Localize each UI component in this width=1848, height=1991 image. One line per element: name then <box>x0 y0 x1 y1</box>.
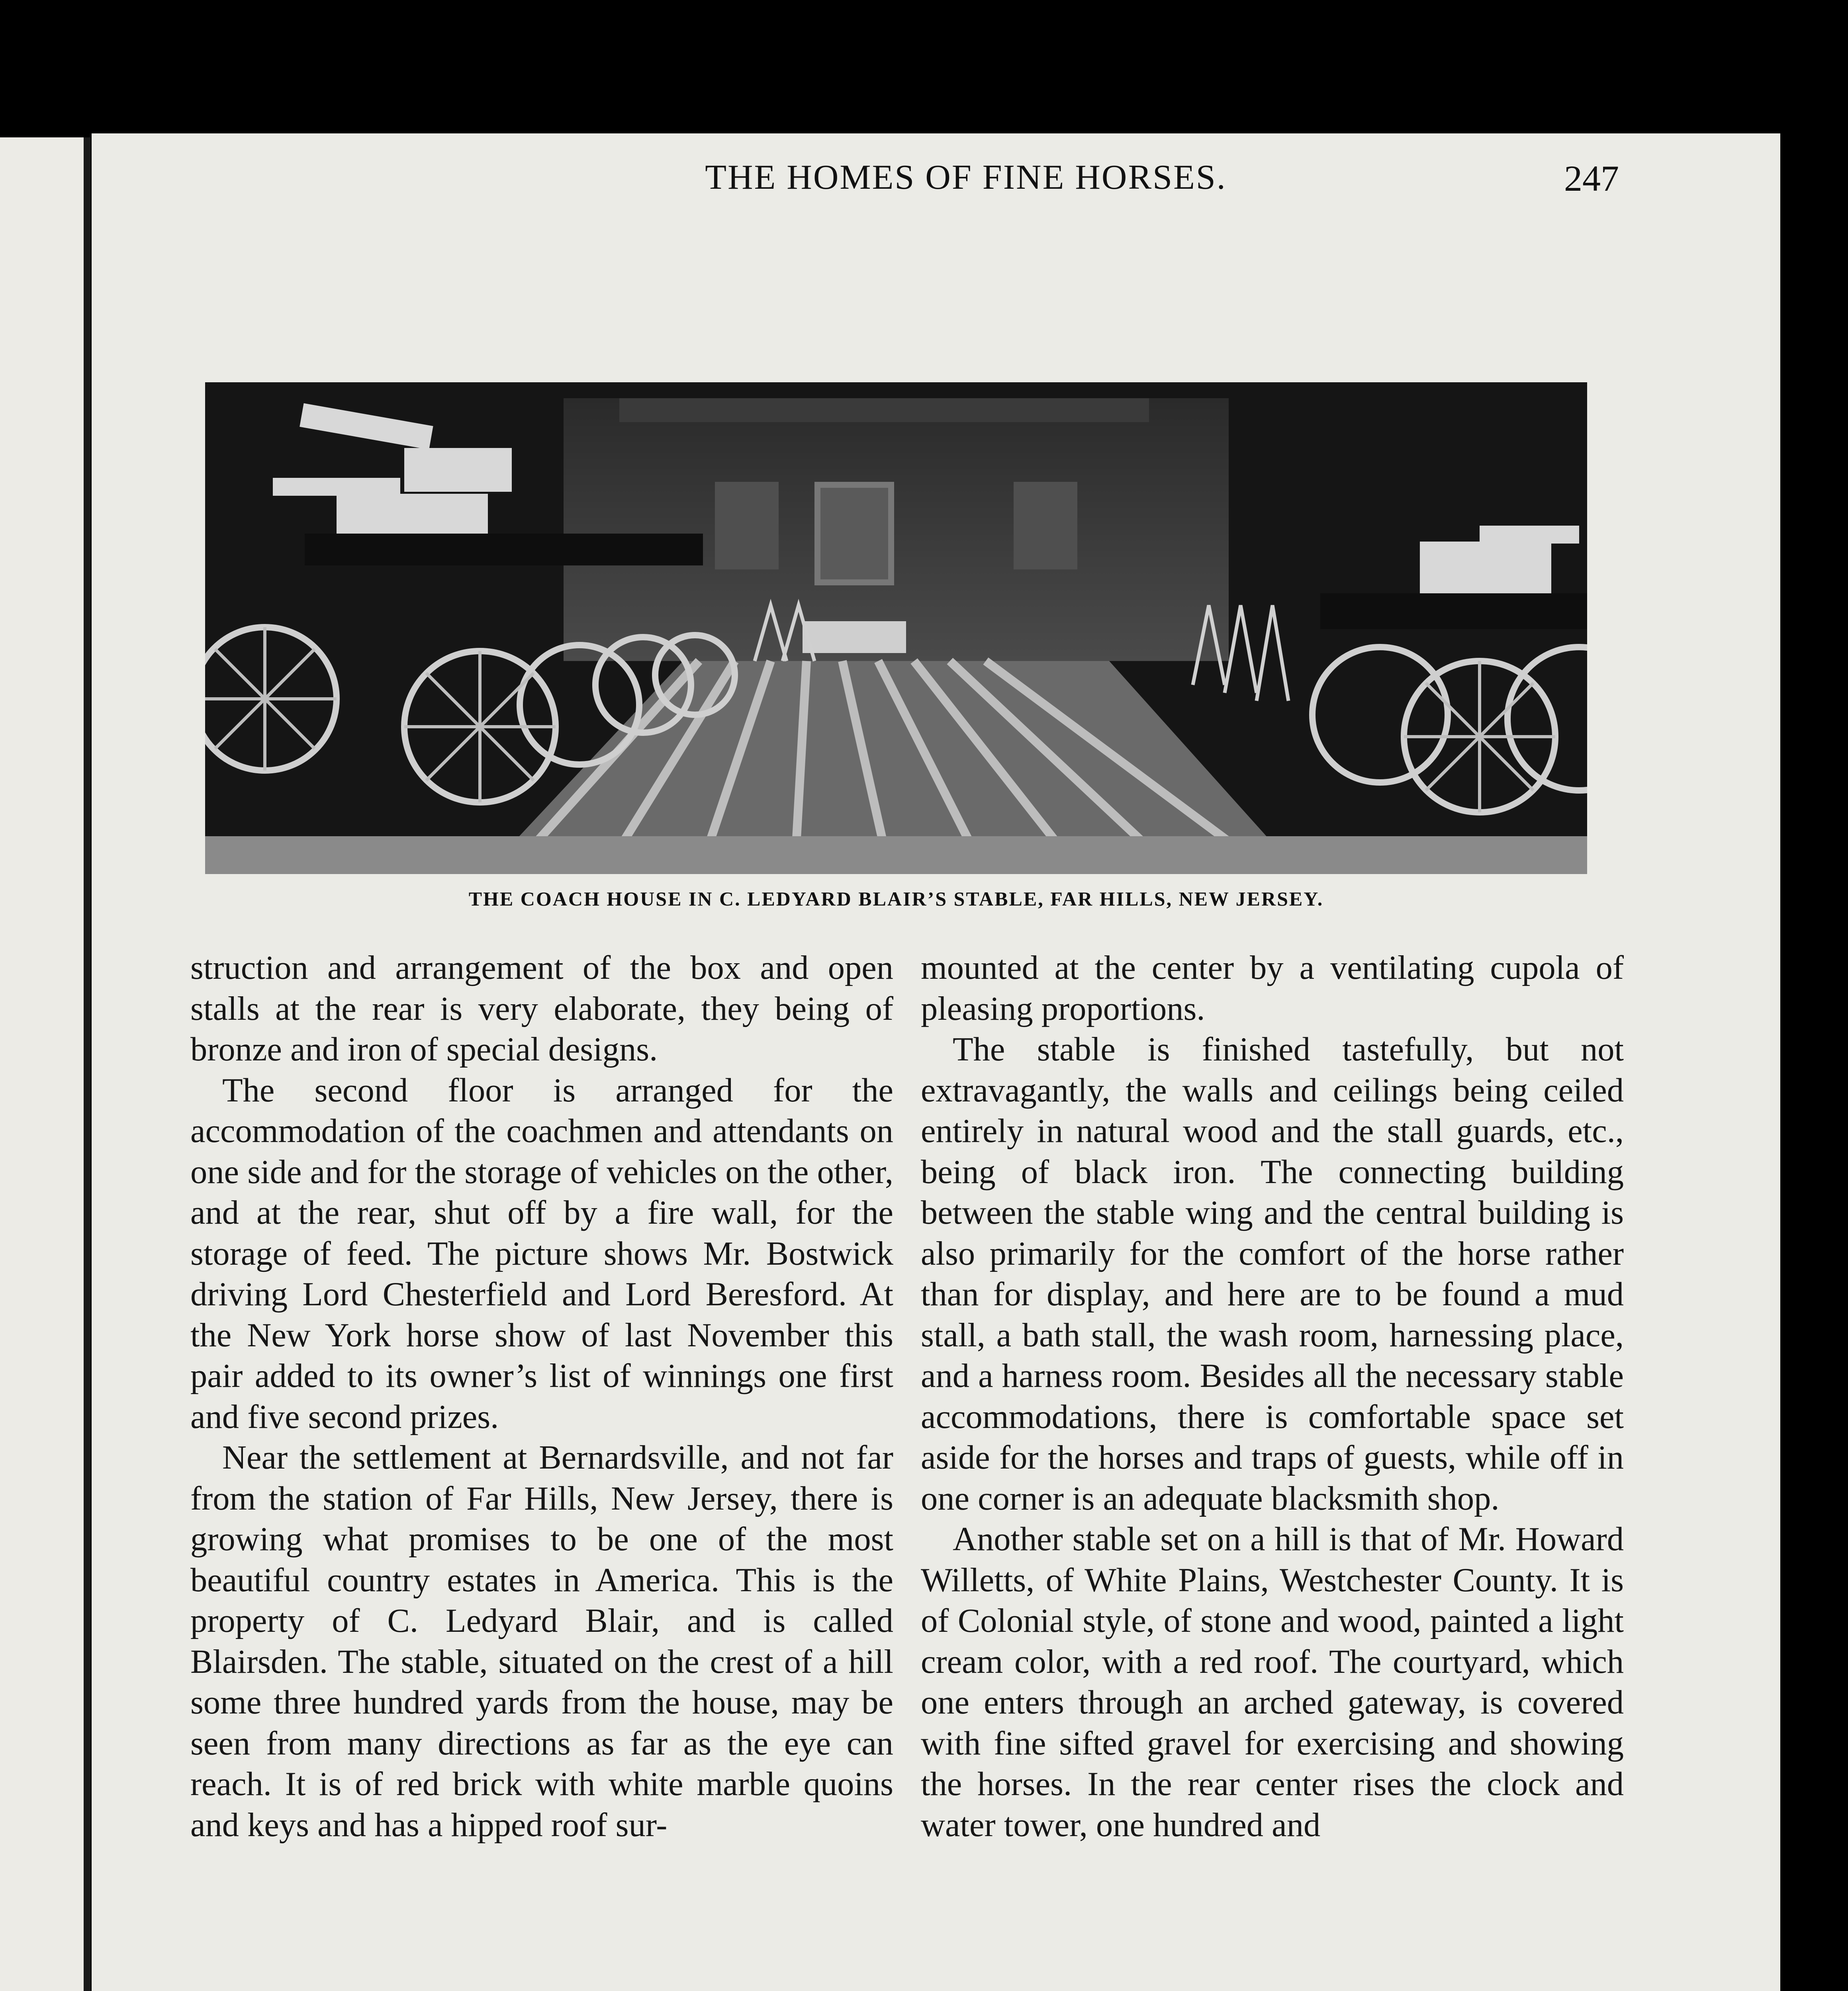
text-column-left <box>190 948 893 1846</box>
page-header <box>508 157 1619 205</box>
paragraph: The second floor is arranged for the accommodation of the coachmen and attendants on one side and for the storage of vehicles on the other, and at the rear, shut off by a fire wall, for the storage of feed. The picture shows Mr. Bostwick driving Lord Chesterfield and Lord Beresford. At the New York horse show of last November this pair added to its owner’s list of winnings one first and five second prizes. <box>190 1072 893 1436</box>
coach-house-photo <box>205 382 1587 874</box>
adjacent-page-edge <box>0 137 91 1991</box>
paragraph: The stable is finished tastefully, but not extravagantly, the walls and ceilings being ceiled entirely in natural wood and the stall guards, etc., being of black iron. The connecting building between the stable wing and the central building is also primarily for the comfort of the horse rather than for display, and here are to be found a mud stall, a bath stall, the wash room, harnessing place, and a harness room. Besides all the necessary stable accommodations, there is comfortable space set aside for the horses and traps of guests, while off in one corner is an adequate blacksmith shop. <box>921 1031 1624 1517</box>
coach-house-caption: THE COACH HOUSE IN C. LEDYARD BLAIR’S STABLE, FAR HILLS, NEW JERSEY. <box>468 888 1324 910</box>
paragraph: Near the settlement at Bernardsville, and not far from the station of Far Hills, New Jersey, there is growing what promises to be one of the most beautiful country estates in America. This is the property of C. Ledyard Blair, and is called Blairsden. The stable, situated on the crest of a hill some three hundred yards from the house, may be seen from many directions as far as the eye can reach. It is of red brick with white marble quoins and keys and has a hipped roof sur- <box>190 1439 893 1844</box>
page-number: 247 <box>1564 158 1619 199</box>
running-title: THE HOMES OF FINE HORSES. <box>705 158 1227 197</box>
paragraph: mounted at the center by a ventilating cupola of pleasing proportions. <box>921 949 1624 1027</box>
paragraph: Another stable set on a hill is that of Mr. Howard Willetts, of White Plains, Westchester County. It is of Colonial style, of stone and wood, painted a light cream color, with a red roof. The courtyard, which one enters through an arched gateway, is covered with fine sifted gravel for exercising and showing the horses. In the rear center rises the clock and water tower, one hundred and <box>921 1521 1624 1844</box>
text-column-right <box>921 948 1624 1846</box>
paragraph: struction and arrangement of the box and open stalls at the rear is very elaborate, they being of bronze and iron of special designs. <box>190 949 893 1068</box>
